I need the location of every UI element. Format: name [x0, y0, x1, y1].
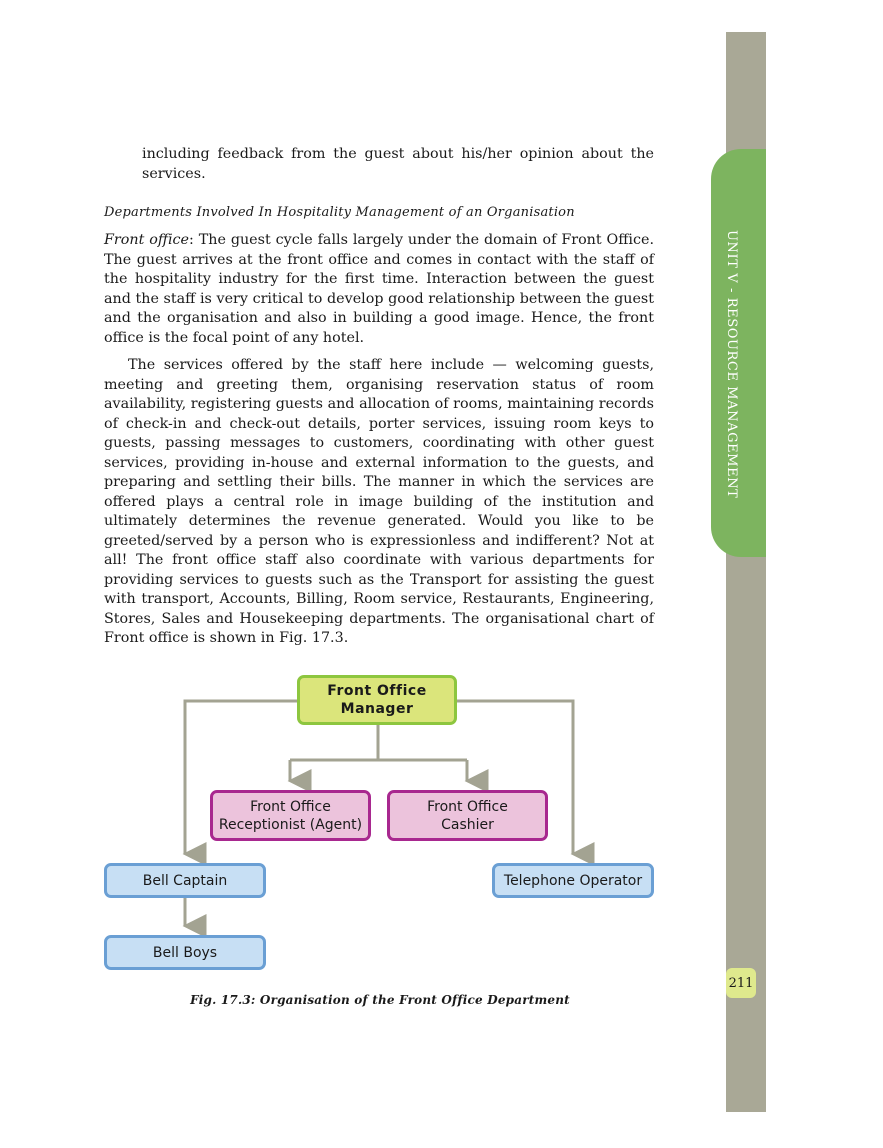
unit-label: UNIT V - RESOURCE MANAGEMENT	[724, 230, 739, 499]
node-label: Front Office Manager	[327, 683, 427, 717]
node-label: Telephone Operator	[503, 872, 643, 889]
section-heading: Departments Involved In Hospitality Management of an Organisation	[104, 205, 575, 220]
services-paragraph: The services offered by the staff here include — welcoming guests, meeting and greeting them, organising reservation status of room availability, registering guests and allocation of rooms, maintaining records of check-in and check-out details, porter services, issuing room keys to guests, passing messages to customers, coordinating with other guest services, providing in-house and external information to the guests, and preparing and settling their bills. The manner in which the services are offered plays a central role in image building of the institution and ultimately determines the revenue generated. Would you like to be greeted/served by a person who is expressionless and indifferent? Not at all! The front office staff also coordinate with various departments for providing services to guests such as the Transport for assisting the guest with transport, Accounts, Billing, Room service, Restaurants, Engineering, Stores, Sales and Housekeeping departments. The organisational chart of Front office is shown in Fig. 17.3.	[104, 357, 654, 646]
node-label: Front Office Receptionist (Agent)	[218, 798, 363, 833]
node-front-office-receptionist	[210, 790, 371, 841]
node-label: Front Office Cashier	[427, 798, 508, 833]
front-office-text: : The guest cycle falls largely under the domain of Front Office. The guest arrives at the front office and comes in contact with the staff of the hospitality industry for the first time. Interaction between the guest and the staff is very critical to develop good relationship between the guest and the organisation and also in building a good image. Hence, the front office is the focal point of any hotel.	[104, 232, 654, 346]
intro-paragraph: including feedback from the guest about his/her opinion about the services.	[142, 146, 654, 182]
front-office-lead: Front office	[104, 232, 189, 248]
node-bell-captain	[104, 863, 266, 898]
node-front-office-manager	[297, 675, 457, 725]
node-label: Bell Boys	[152, 944, 218, 961]
front-office-paragraph	[104, 231, 654, 348]
node-bell-boys	[104, 935, 266, 970]
page-number: 211	[726, 968, 756, 998]
node-label: Bell Captain	[142, 872, 228, 889]
figure-caption: Fig. 17.3: Organisation of the Front Office Department	[190, 993, 570, 1007]
node-telephone-operator	[492, 863, 654, 898]
node-front-office-cashier	[387, 790, 548, 841]
